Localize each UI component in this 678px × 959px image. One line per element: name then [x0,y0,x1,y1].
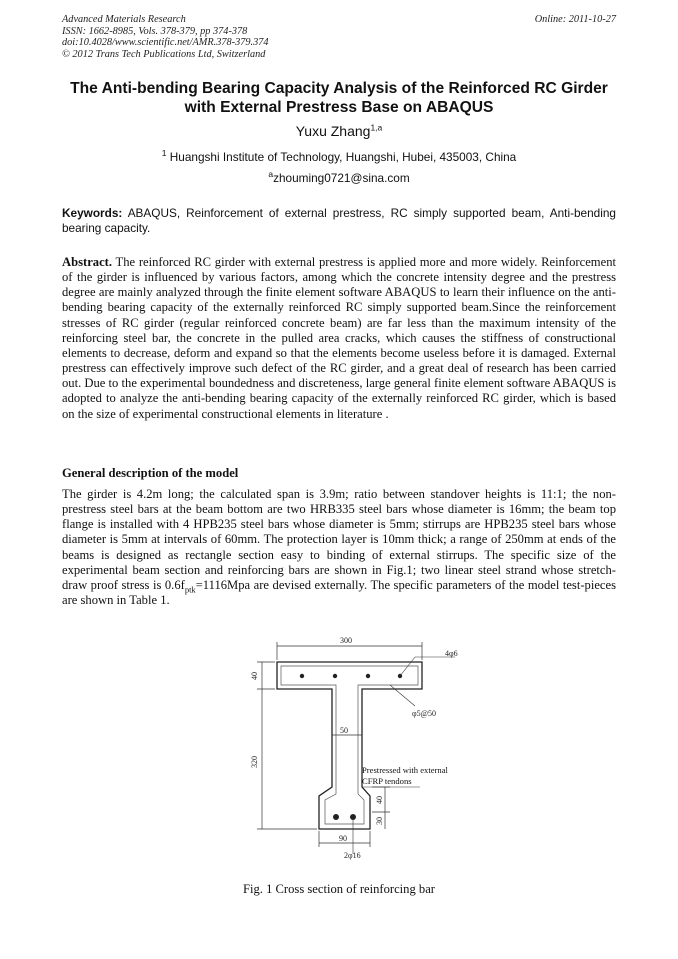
note-line-2: CFRP tendons [362,776,412,786]
affiliation-text: Huangshi Institute of Technology, Huangshi, Hubei, 435003, China [169,150,517,164]
issn-line: ISSN: 1662-8985, Vols. 378-379, pp 374-378 [62,25,248,37]
affiliation-superscript: 1 [161,148,167,159]
leader-stirrup [390,685,415,706]
copyright-line: © 2012 Trans Tech Publications Ltd, Switzerland [62,48,266,60]
author-superscript: 1,a [370,122,383,133]
label-stirrup: φ5@50 [412,709,436,718]
paragraph-subscript: ptk [184,584,196,595]
abstract-label: Abstract. [62,255,113,269]
top-bar [333,674,337,678]
paper-title [62,80,616,117]
bottom-bar [333,814,339,820]
paragraph-part-2: =1116Mpa are devised externally. The specific parameters of the model test-pieces are shown in Table 1. [62,577,616,608]
dim-label-bottom-40: 40 [375,796,384,804]
top-bar [300,674,304,678]
keywords-block [62,206,616,236]
journal-name: Advanced Materials Research [62,14,186,25]
beam-outline [277,662,422,829]
abstract-block [62,255,616,422]
figure-caption: Fig. 1 Cross section of reinforcing bar [242,882,436,896]
dim-label-bottom-30: 30 [375,817,384,825]
paragraph-part-1: The girder is 4.2m long; the calculated span is 3.9m; ratio between standover heights is 11:1; the non-prestress steel bars at the beam bottom are two HRB335 steel bars whose diameter is 16mm; the beam top flange is installed with 4 HPB235 steel bars whose diameter is 5mm; stirrups are HPB235 steel bars whose diameter is 5mm at intervals of 60mm. The protection layer is 10mm thick; a range of 250mm at ends of the beams is designed as rectangle section easy to binding of external stirrups. The specific size of the experimental beam section and reinforcing bars are shown in Fig.1; two linear steel strand whose stretch-draw proof stress is 0.6f [62,487,616,592]
email-superscript: a [268,169,274,180]
label-bottom-bars: 2φ16 [344,851,361,860]
keywords-label: Keywords: [62,206,123,220]
note-line-1: Prestressed with external [362,765,448,775]
title-line-1: The Anti-bending Bearing Capacity Analysis of the Reinforced RC Girder [70,80,608,97]
dim-label-bottom-width: 90 [339,834,347,843]
author-line [62,123,616,139]
bottom-bar [350,814,356,820]
title-line-2: with External Prestress Base on ABAQUS [184,98,494,116]
email-address: zhouming0721@sina.com [273,171,410,185]
label-top-bars: 4φ6 [445,649,458,658]
journal-header [62,14,616,60]
email-line [62,171,616,185]
affiliation-line [62,150,616,164]
stirrup-outline [281,666,418,824]
dim-label-web: 50 [340,726,348,735]
keywords-text: ABAQUS, Reinforcement of external prestress, RC simply supported beam, Anti-bending bearing capacity. [62,206,616,235]
cross-section-figure [240,632,470,872]
dim-label-top: 300 [340,636,352,645]
dim-label-height: 320 [250,756,259,768]
dim-label-flange: 40 [250,672,259,680]
doi-line: doi:10.4028/www.scientific.net/AMR.378-379.374 [62,37,269,49]
section-paragraph [62,487,616,608]
author-name: Yuxu Zhang [295,123,371,139]
leader-top-bars [400,657,415,676]
online-date: Online: 2011-10-27 [534,14,616,25]
section-heading: General description of the model [62,466,239,480]
top-bar [366,674,370,678]
abstract-text: The reinforced RC girder with external prestress is applied more and more widely. Reinforcement of the girder is influenced by various factors, among which the concrete intensity degree and the prestress degree are mainly analyzed through the finite element software ABAQUS to learn their influence on the anti-bending bearing capacity of the externally reinforced RC simply supported beam.Since the reinforcement stresses of RC girder (regular reinforced concrete beam) are far less than the maximum intensity of the reinforcing steel bar, the concrete in the pulled area cracks, which causes the stiffness of constructional elements to decrease, deform and expand so that the elements become useless before it is damaged. External prestress can effectively improve such defect of the RC girder, and a great deal of research has been carried out. Due to the experimental boundedness and discreteness, large general finite element software ABAQUS is adopted to analyze the anti-bending bearing capacity of the externally reinforced RC girder, which is based on the size of experimental constructional elements in literature . [62,255,616,421]
